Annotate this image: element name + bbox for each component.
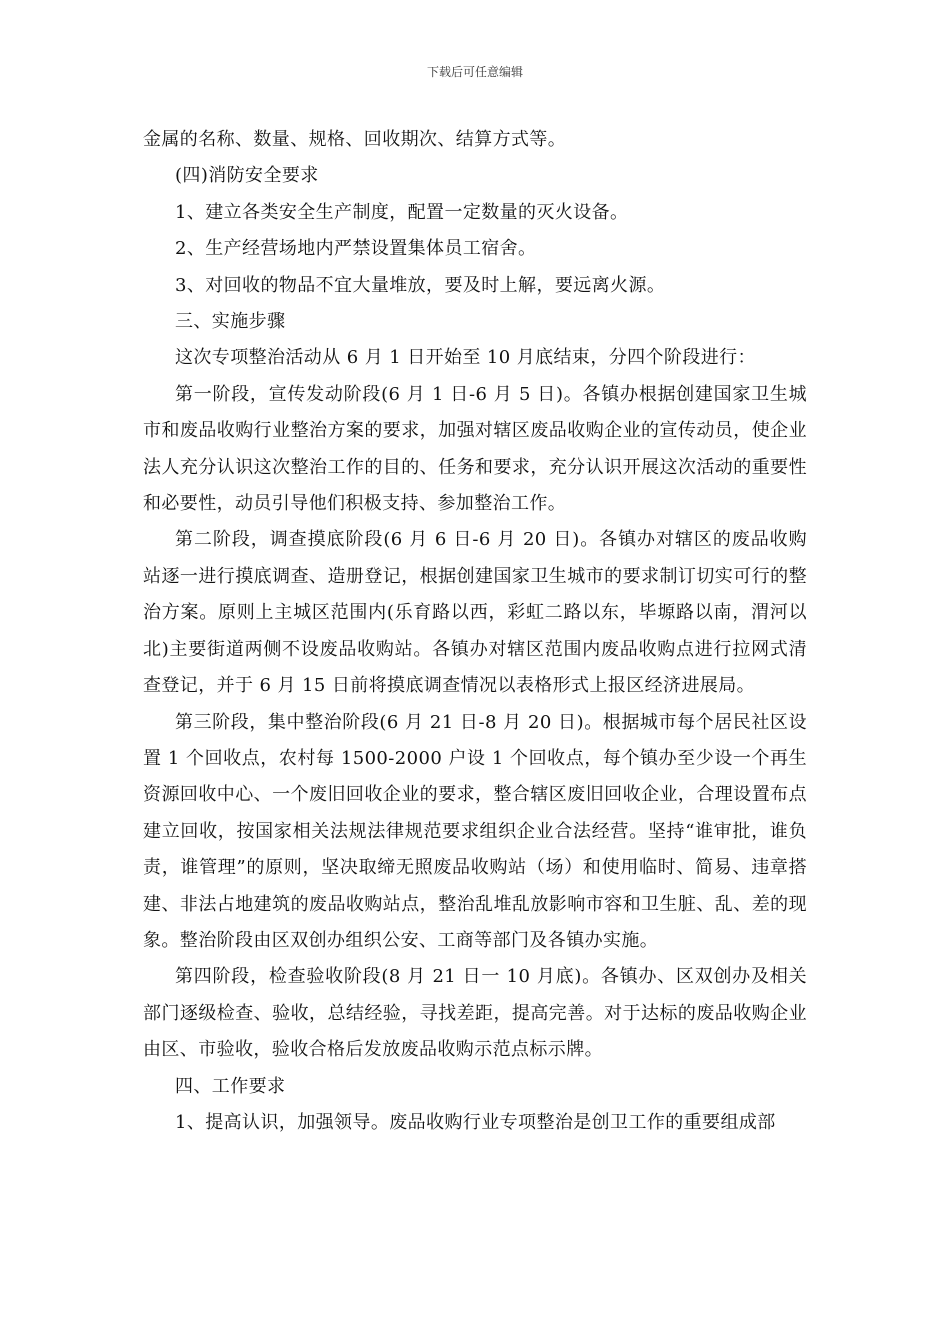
paragraph: 这次专项整治活动从 6 月 1 日开始至 10 月底结束，分四个阶段进行： bbox=[175, 347, 756, 369]
list-item: 2、生产经营场地内严禁设置集体员工宿舍。 bbox=[175, 238, 537, 260]
document-body bbox=[143, 122, 807, 1141]
page-header: 下载后可任意编辑 bbox=[426, 65, 523, 79]
section-heading-work-requirements: 四、工作要求 bbox=[175, 1075, 286, 1097]
paragraph-stage-four: 第四阶段，检查验收阶段(8 月 21 日一 10 月底)。各镇办、区双创办及相关部门逐级检查、验收，总结经验，寻找差距，提高完善。对于达标的废品收购企业由区、市验收，验收合格后发放废品收购示范点标示牌。 bbox=[143, 966, 807, 1061]
section-heading-implementation: 三、实施步骤 bbox=[175, 311, 286, 333]
paragraph-stage-three: 第三阶段，集中整治阶段(6 月 21 日-8 月 20 日)。根据城市每个居民社区设置 1 个回收点，农村每 1500-2000 户设 1 个回收点，每个镇办至少设一个再生资源回收中心、一个废旧回收企业的要求，整合辖区废旧回收企业，合理设置布点建立回收，按国家相关法规法律规范要求组织企业合法经营。坚持“谁审批，谁负责，谁管理”的原则，坚决取缔无照废品收购站（场）和使用临时、简易、违章搭建、非法占地建筑的废品收购站点，整治乱堆乱放影响市容和卫生脏、乱、差的现象。整治阶段由区双创办组织公安、工商等部门及各镇办实施。 bbox=[143, 711, 807, 951]
paragraph-stage-two: 第二阶段，调查摸底阶段(6 月 6 日-6 月 20 日)。各镇办对辖区的废品收购站逐一进行摸底调查、造册登记，根据创建国家卫生城市的要求制订切实可行的整治方案。原则上主城区范围内(乐育路以西，彩虹二路以东，毕塬路以南，渭河以北)主要街道两侧不设废品收购站。各镇办对辖区范围内废品收购点进行拉网式清查登记，并于 6 月 15 日前将摸底调查情况以表格形式上报区经济进展局。 bbox=[143, 529, 807, 697]
paragraph-stage-one: 第一阶段，宣传发动阶段(6 月 1 日-6 月 5 日)。各镇办根据创建国家卫生城市和废品收购行业整治方案的要求，加强对辖区废品收购企业的宣传动员，使企业法人充分认识这次整治工作的目的、任务和要求，充分认识开展这次活动的重要性和必要性，动员引导他们积极支持、参加整治工作。 bbox=[143, 383, 807, 515]
paragraph: 金属的名称、数量、规格、回收期次、结算方式等。 bbox=[143, 129, 567, 150]
paragraph: 1、提高认识，加强领导。废品收购行业专项整治是创卫工作的重要组成部 bbox=[175, 1111, 776, 1133]
list-item: 3、对回收的物品不宜大量堆放，要及时上解，要远离火源。 bbox=[175, 274, 666, 296]
section-heading-fire-safety: (四)消防安全要求 bbox=[175, 165, 319, 187]
list-item: 1、建立各类安全生产制度，配置一定数量的灭火设备。 bbox=[175, 201, 629, 223]
